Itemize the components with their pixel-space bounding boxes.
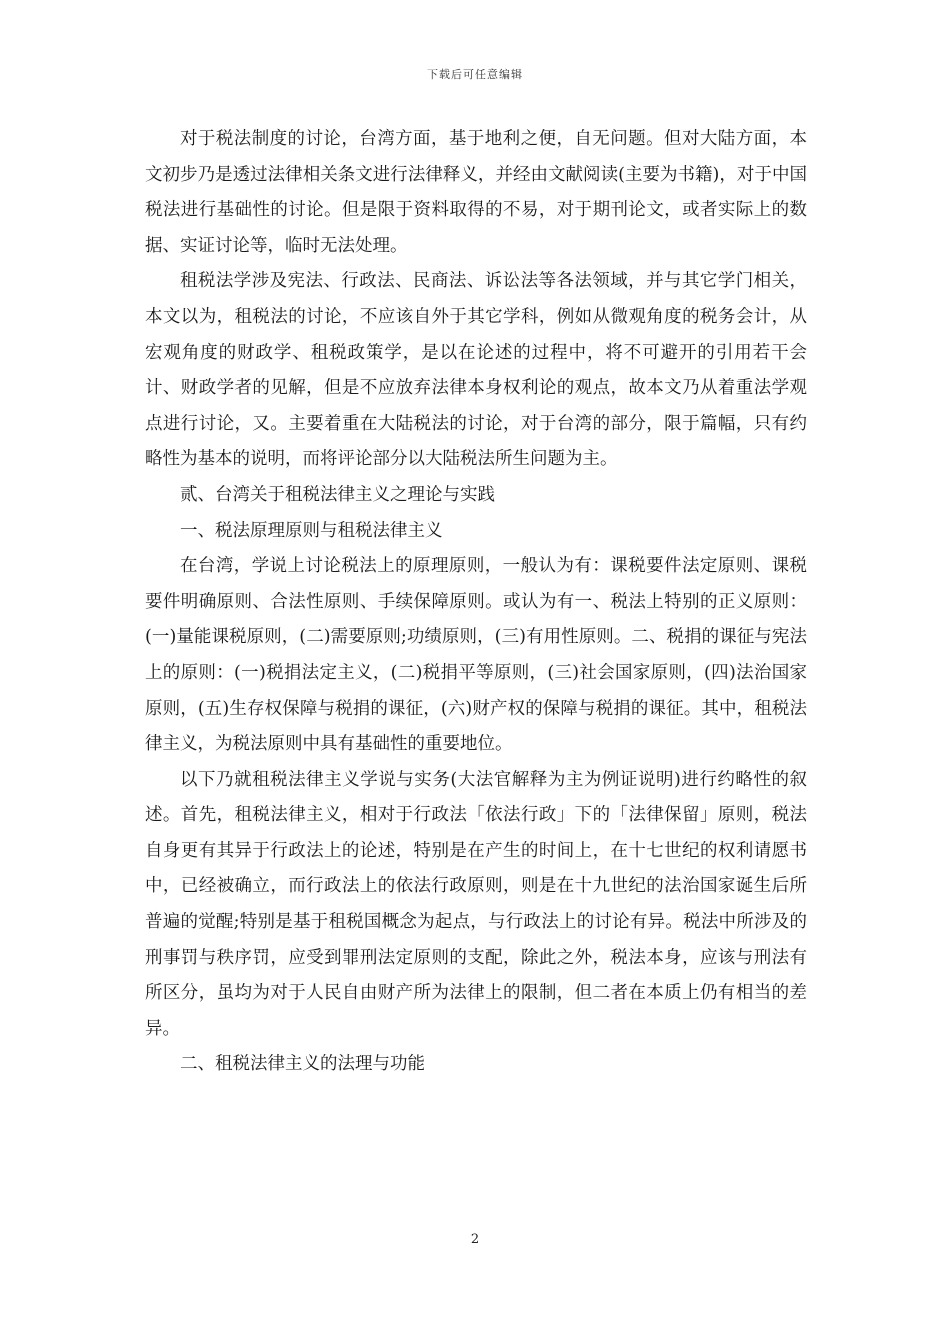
subsection-heading-principles: 一、税法原理原则与租税法律主义 [180, 520, 443, 541]
document-body [145, 122, 807, 1083]
paragraph-principles: 在台湾，学说上讨论税法上的原理原则，一般认为有：课税要件法定原则、课税要件明确原则、合法性原则、手续保障原则。或认为有一、税法上特别的正义原则：(一)量能课税原则，(二)需要原则;功绩原则，(三)有用性原则。二、税捐的课征与宪法上的原则：(一)税捐法定主义，(二)税捐平等原则，(三)社会国家原则，(四)法治国家原则，(五)生存权保障与税捐的课征，(六)财产权的保障与税捐的课征。其中，租税法律主义，为税法原则中具有基础性的重要地位。 [145, 556, 807, 755]
paragraph-scope: 对于税法制度的讨论，台湾方面，基于地利之便，自无问题。但对大陆方面，本文初步乃是透过法律相关条文进行法律释义，并经由文献阅读(主要为书籍)，对于中国税法进行基础性的讨论。但是限于资料取得的不易，对于期刊论文，或者实际上的数据、实证讨论等，临时无法处理。 [145, 129, 807, 256]
page-number: 2 [470, 1232, 480, 1247]
page-header: 下载后可任意编辑 [427, 68, 523, 81]
paragraph-methodology: 租税法学涉及宪法、行政法、民商法、诉讼法等各法领域，并与其它学门相关，本文以为，租税法的讨论，不应该自外于其它学科，例如从微观角度的税务会计，从宏观角度的财政学、租税政策学，是以在论述的过程中，将不可避开的引用若干会计、财政学者的见解，但是不应放弃法律本身权利论的观点，故本文乃从着重法学观点进行讨论，又。主要着重在大陆税法的讨论，对于台湾的部分，限于篇幅，只有约略性为基本的说明，而将评论部分以大陆税法所生问题为主。 [145, 271, 807, 470]
section-heading-taiwan: 贰、台湾关于租税法律主义之理论与实践 [180, 484, 495, 505]
paragraph-legal-doctrine: 以下乃就租税法律主义学说与实务(大法官解释为主为例证说明)进行约略性的叙述。首先，租税法律主义，相对于行政法「依法行政」下的「法律保留」原则，税法自身更有其异于行政法上的论述，特别是在产生的时间上，在十七世纪的权利请愿书中，已经被确立，而行政法上的依法行政原则，则是在十九世纪的法治国家诞生后所普遍的觉醒;特别是基于租税国概念为起点，与行政法上的讨论有异。税法中所涉及的刑事罚与秩序罚，应受到罪刑法定原则的支配，除此之外，税法本身，应该与刑法有所区分，虽均为对于人民自由财产所为法律上的限制，但二者在本质上仍有相当的差异。 [145, 769, 807, 1039]
subsection-heading-function: 二、租税法律主义的法理与功能 [180, 1054, 425, 1075]
